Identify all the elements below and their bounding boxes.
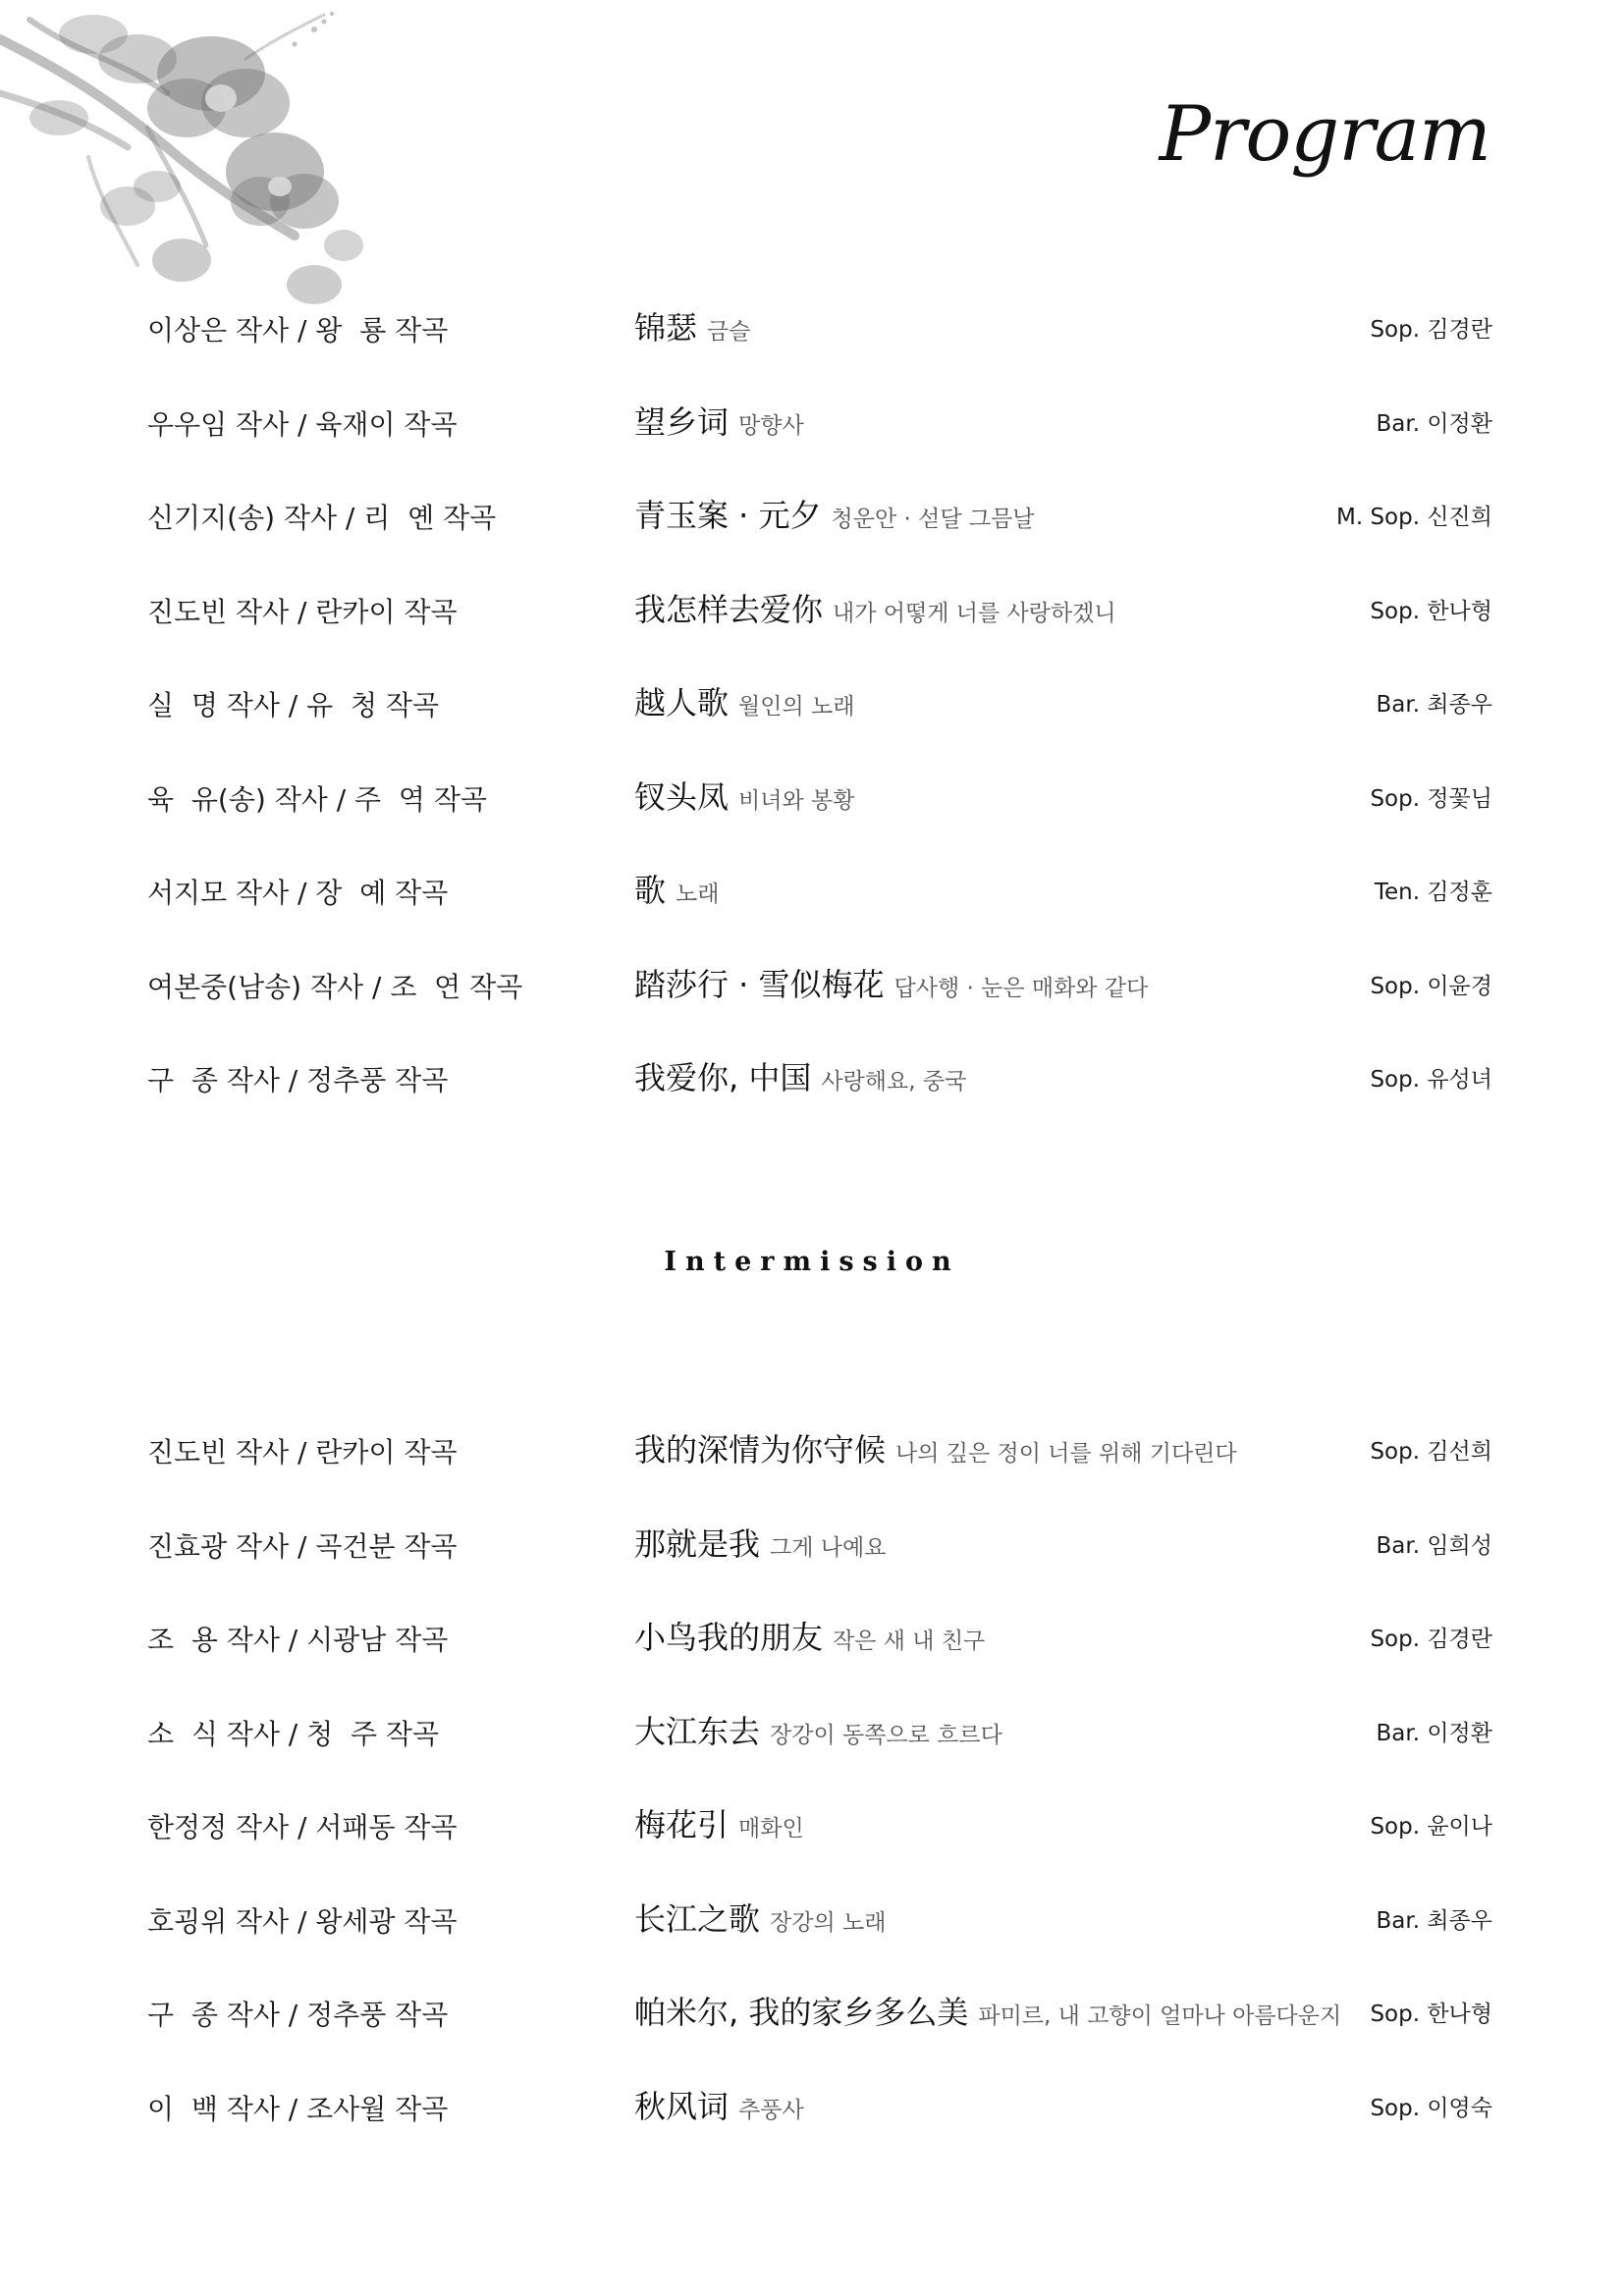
flower-illustration (0, 0, 432, 324)
song-title-korean: 그게 나예요 (770, 1534, 887, 1561)
program-row (147, 392, 1492, 486)
lyricist-composer: 이 백 작사 / 조사월 작곡 (147, 2092, 449, 2125)
program-row (147, 1889, 1492, 1983)
program-row (147, 1047, 1492, 1142)
lyricist-composer: 우우임 작사 / 육재이 작곡 (147, 407, 458, 441)
program-list-first-half (147, 297, 1492, 1142)
song-title-chinese: 望乡词 (634, 402, 730, 441)
performer: Bar. 임희성 (1376, 1532, 1492, 1559)
song-title-korean: 망향사 (738, 412, 804, 439)
song-title-korean: 추풍사 (738, 2097, 804, 2123)
song-title-chinese: 越人歌 (634, 684, 730, 721)
song-title-chinese: 钗头凤 (634, 777, 730, 816)
program-row (147, 1794, 1492, 1889)
song-title-chinese: 我的深情为你守候 (634, 1431, 887, 1468)
song-title-korean: 장강의 노래 (770, 1909, 887, 1936)
song-title (634, 1425, 1237, 1470)
performer: Ten. 김정훈 (1374, 880, 1492, 905)
song-title-chinese: 我爱你, 中国 (634, 1059, 812, 1096)
song-title (634, 866, 719, 911)
program-row (147, 1514, 1492, 1608)
song-title (634, 1613, 985, 1658)
song-title-korean: 파미르, 내 고향이 얼마나 아름다운지 (978, 2003, 1342, 2029)
program-row (147, 297, 1492, 392)
song-title-chinese: 大江东去 (634, 1712, 761, 1750)
performer: Bar. 이정환 (1376, 410, 1492, 437)
performer: Sop. 정꽃님 (1370, 785, 1492, 812)
lyricist-composer: 호굉위 작사 / 왕세광 작곡 (147, 1904, 458, 1938)
song-title-chinese: 帕米尔, 我的家乡多么美 (634, 1994, 969, 2031)
song-title-chinese: 我怎样去爱你 (634, 590, 824, 628)
lyricist-composer: 진효광 작사 / 곡건분 작곡 (147, 1529, 458, 1563)
song-title (634, 1800, 804, 1845)
performer: Sop. 한나형 (1370, 598, 1492, 624)
song-title-korean: 내가 어떻게 너를 사랑하겠니 (833, 600, 1116, 626)
song-title (634, 773, 854, 818)
program-row (147, 1982, 1492, 2076)
song-title-chinese: 小鸟我的朋友 (634, 1619, 824, 1656)
lyricist-composer: 소 식 작사 / 청 주 작곡 (147, 1717, 440, 1750)
performer: Sop. 유성녀 (1370, 1067, 1492, 1093)
program-list-second-half (147, 1419, 1492, 2169)
song-title-korean: 답사행 · 눈은 매화와 같다 (893, 975, 1149, 1001)
performer: Bar. 이정환 (1376, 1720, 1492, 1746)
song-title (634, 1053, 966, 1098)
song-title (634, 960, 1148, 1005)
song-title (634, 585, 1116, 630)
song-title-chinese: 梅花引 (634, 1806, 730, 1843)
lyricist-composer: 신기지(송) 작사 / 리 옌 작곡 (147, 502, 497, 534)
song-title-korean: 노래 (676, 881, 720, 907)
song-title (634, 1520, 886, 1565)
song-title (634, 398, 804, 443)
song-title-chinese: 锦瑟 (634, 309, 698, 347)
song-title-chinese: 歌 (634, 872, 667, 909)
song-title (634, 303, 750, 348)
program-row (147, 672, 1492, 767)
program-row (147, 767, 1492, 861)
song-title (634, 678, 854, 723)
program-row (147, 1701, 1492, 1795)
performer: Sop. 김경란 (1370, 1627, 1492, 1652)
performer: Bar. 최종우 (1376, 1907, 1492, 1934)
program-row (147, 1607, 1492, 1701)
lyricist-composer: 진도빈 작사 / 란카이 작곡 (147, 595, 458, 628)
song-title-chinese: 长江之歌 (634, 1899, 761, 1938)
program-row (147, 954, 1492, 1048)
lyricist-composer: 진도빈 작사 / 란카이 작곡 (147, 1436, 458, 1468)
performer: Sop. 윤이나 (1370, 1814, 1492, 1840)
lyricist-composer: 조 용 작사 / 시광남 작곡 (147, 1624, 449, 1656)
song-title-chinese: 那就是我 (634, 1524, 761, 1563)
performer: M. Sop. 신진희 (1335, 505, 1492, 530)
song-title-chinese: 青玉案 · 元夕 (634, 497, 822, 534)
program-row (147, 1419, 1492, 1514)
performer: Sop. 이윤경 (1370, 973, 1492, 999)
song-title-korean: 나의 깊은 정이 너를 위해 기다린다 (895, 1441, 1237, 1467)
song-title-korean: 청운안 · 섣달 그믐날 (831, 507, 1035, 532)
performer: Sop. 한나형 (1370, 2002, 1492, 2027)
lyricist-composer: 구 종 작사 / 정추풍 작곡 (147, 1999, 449, 2031)
performer: Sop. 이영숙 (1370, 2095, 1492, 2121)
song-title-korean: 작은 새 내 친구 (833, 1629, 986, 1654)
song-title (634, 1895, 886, 1940)
lyricist-composer: 구 종 작사 / 정추풍 작곡 (147, 1064, 449, 1096)
song-title-korean: 월인의 노래 (738, 694, 855, 720)
performer: Bar. 최종우 (1376, 692, 1492, 718)
performer: Sop. 김경란 (1370, 317, 1492, 343)
performer: Sop. 김선희 (1370, 1439, 1492, 1465)
program-row (147, 860, 1492, 954)
song-title (634, 2082, 804, 2127)
song-title-korean: 사랑해요, 중국 (821, 1069, 967, 1095)
song-title-korean: 비녀와 봉황 (738, 787, 855, 814)
program-row (147, 485, 1492, 579)
intermission-label: Intermission (664, 1247, 960, 1277)
lyricist-composer: 육 유(송) 작사 / 주 역 작곡 (147, 782, 487, 816)
song-title-chinese: 秋风词 (634, 2087, 730, 2125)
lyricist-composer: 실 명 작사 / 유 청 작곡 (147, 689, 440, 721)
song-title-korean: 장강이 동쪽으로 흐르다 (770, 1722, 1002, 1748)
lyricist-composer: 서지모 작사 / 장 예 작곡 (147, 877, 449, 909)
song-title-chinese: 踏莎行 · 雪似梅花 (634, 965, 885, 1003)
lyricist-composer: 이상은 작사 / 왕 룡 작곡 (147, 314, 449, 347)
lyricist-composer: 한정정 작사 / 서패동 작곡 (147, 1811, 458, 1843)
song-title-korean: 매화인 (738, 1816, 804, 1842)
page-title: Program (1159, 90, 1490, 179)
song-title-korean: 금슬 (707, 319, 751, 345)
song-title (634, 1707, 1002, 1752)
program-row (147, 579, 1492, 673)
song-title (634, 1988, 1341, 2033)
song-title (634, 491, 1035, 536)
program-row (147, 2076, 1492, 2170)
lyricist-composer: 여본중(남송) 작사 / 조 연 작곡 (147, 970, 523, 1003)
